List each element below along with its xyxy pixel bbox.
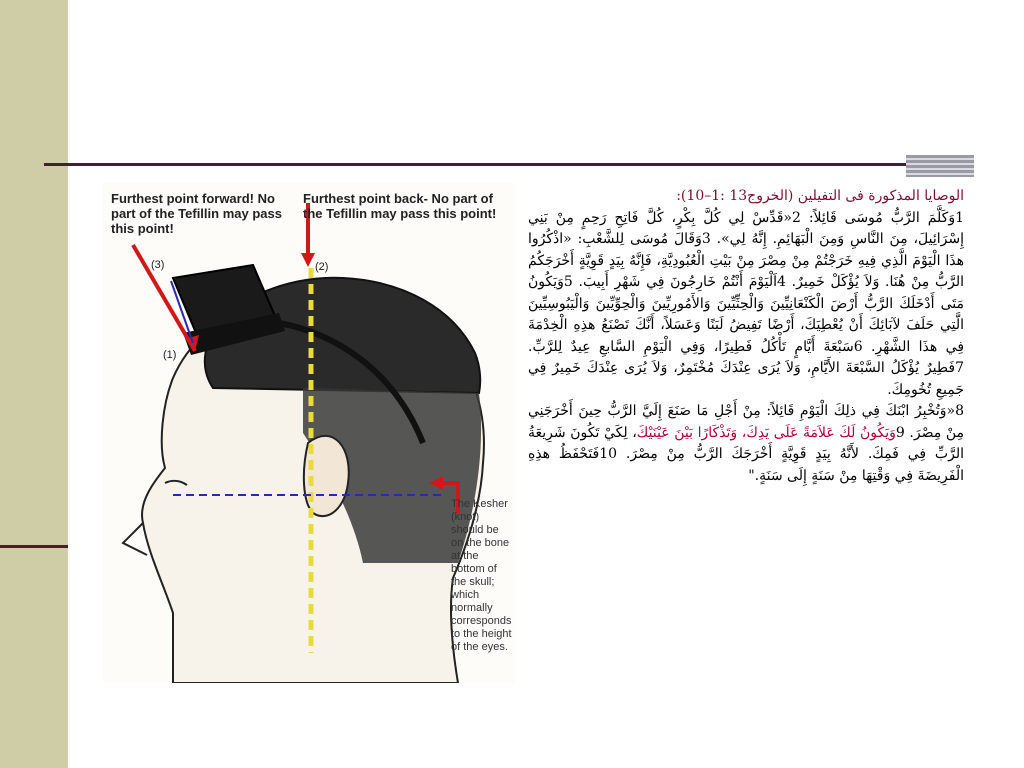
arabic-text-block [528,186,964,487]
tefillin-diagram [103,183,514,683]
marker-2: (2) [315,261,329,273]
sidebar-accent-line [0,545,68,548]
verses-1-7: 1وَكَلَّمَ الرَّبُّ مُوسَى قَائِلاً: 2«قَدِّسْ لِي كُلَّ بِكْرٍ، كُلَّ فَاتِحِ رَحِمٍ مِنْ بَنِي إِسْرَائِيلَ، مِنَ النَّاسِ وَمِنَ الْبَهَائِمِ. إِنَّهُ لِي». 3وَقَالَ مُوسَى لِلشَّعْبِ: «اذْكُرُوا هذَا الْيَوْمَ الَّذِي فِيهِ خَرَجْتُمْ مِنْ مِصْرَ مِنْ بَيْتِ الْعُبُودِيَّةِ، فَإِنَّهُ بِيَدٍ قَوِيَّةٍ أَخْرَجَكُمُ الرَّبُّ مِنْ هُنَا. وَلاَ يُؤْكَلْ خَمِيرٌ. 4اَلْيَوْمَ أَنْتُمْ خَارِجُونَ فِي شَهْرِ أَبِيبَ. 5وَيَكُونُ مَتَى أَدْخَلَكَ الرَّبُّ أَرْضَ الْكَنْعَانِيِّينَ وَالْحِثِّيِّينَ وَالأَمُورِيِّينَ وَالْحِوِّيِّينَ وَالْيَبُوسِيِّينَ الَّتِي حَلَفَ لآبَائِكَ أَنْ يُعْطِيَكَ، أَرْضًا تَفِيضُ لَبَنًا وَعَسَلاً، أَنَّكَ تَصْنَعُ هذِهِ الْخِدْمَةَ فِي هذَا الشَّهْرِ. 6سَبْعَةَ أَيَّامٍ تَأْكُلُ فَطِيرًا، وَفِي الْيَوْمِ السَّابعِ عِيدٌ لِلرَّبِّ. 7فَطِيرٌ يُؤْكَلُ السَّبْعَةَ الأَيَّامِ، وَلاَ يُرَى عِنْدَكَ مُخْتَمِرٌ، وَلاَ يُرَى عِنْدَكَ خَمِيرٌ فِي جَمِيعِ تُخُومِكَ. [528,209,965,398]
left-sidebar-band [0,0,68,768]
header-stripe-decoration [906,155,974,177]
header-rule [44,163,974,166]
verses-8-10 [528,401,964,487]
back-arrowhead [301,253,315,267]
verse-9-highlight: وَيَكُونُ لَكَ عَلاَمَةً عَلَى يَدِكَ، وَتَذْكَارًا بَيْنَ عَيْنَيْكَ [636,424,896,441]
verse-8-text: 8«وَتُخْبِرُ ابْنَكَ فِي ذلِكَ الْيَوْمِ قَائِلاً: مِنْ أَجْلِ مَا صَنَعَ إِلَيَّ الرَّبُّ حِينَ أَخْرَجَنِي مِنْ مِصْرَ. 9 [528,403,965,441]
back-limit-label: Furthest point back- No part of the Tefillin may pass this point! [303,191,497,221]
section-title: الوصايا المذكورة فى التفيلين (الخروج13 :1–10): [676,188,964,204]
kesher-note: The Kesher (knot) should be on the bone at the bottom of the skull; which normally corresponds to the height of the eyes. [451,498,512,653]
forward-limit-label: Furthest point forward! No part of the Tefillin may pass this point! [111,191,282,236]
marker-1: (1) [163,349,177,361]
verse-9-10-text: ، لِكَيْ تَكُونَ شَرِيعَةُ الرَّبِّ فِي فَمِكَ. لأَنَّهُ بِيَدٍ قَوِيَّةٍ أَخْرَجَكَ الرَّبُّ مِنْ مِصْرَ. 10فَتَحْفَظُ هذِهِ الْفَرِيضَةَ فِي وَقْتِهَا مِنْ سَنَةٍ إِلَى سَنَةٍ." [528,424,964,484]
marker-3: (3) [151,259,165,271]
